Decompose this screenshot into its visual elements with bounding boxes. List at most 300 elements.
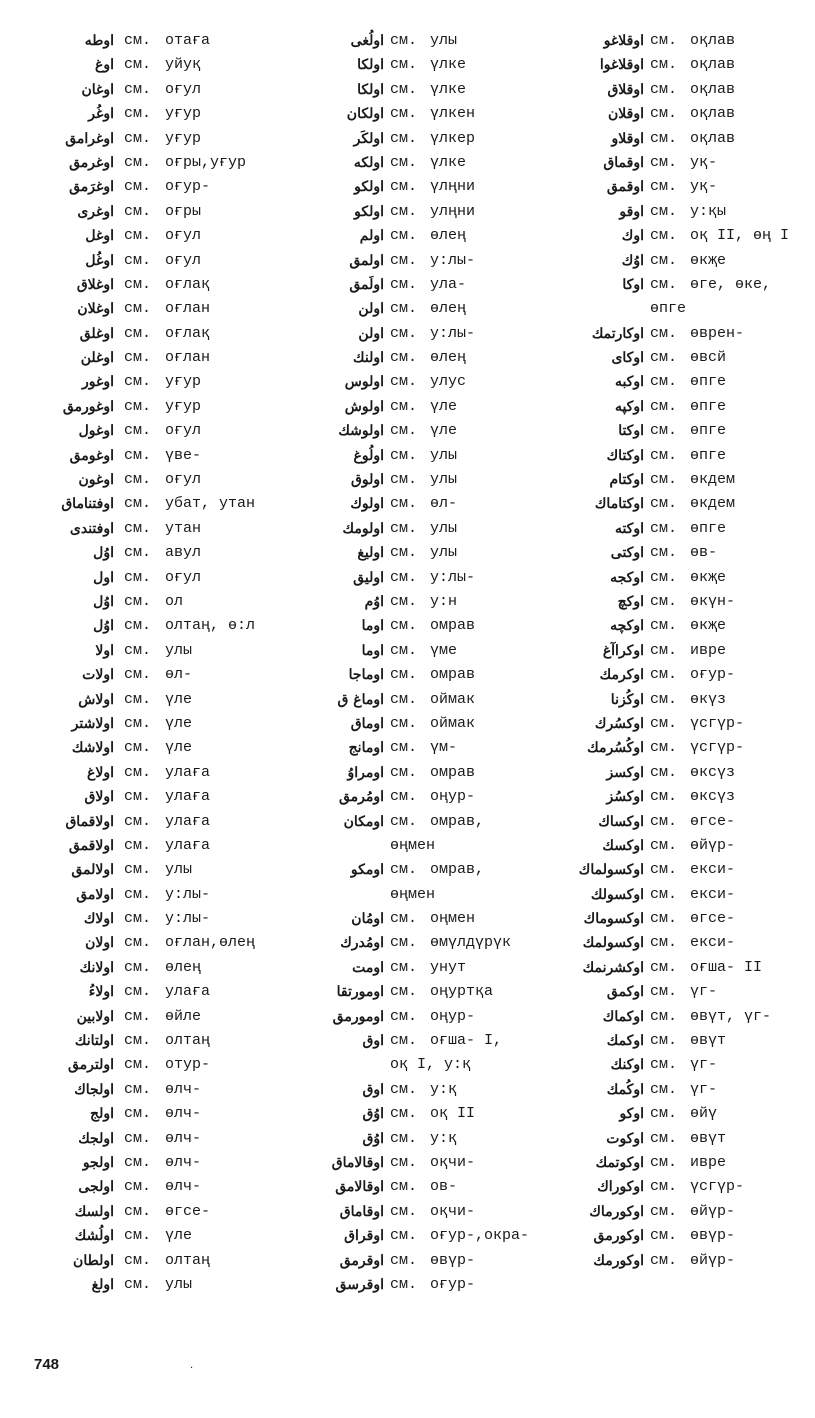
dictionary-entry — [290, 176, 560, 200]
dictionary-entry — [290, 1103, 560, 1127]
dictionary-entry — [560, 1054, 815, 1078]
cross-reference: у:лы- — [165, 910, 211, 928]
see-abbrev: см. — [124, 471, 152, 489]
see-abbrev: см. — [124, 739, 152, 757]
see-abbrev: см. — [390, 1227, 418, 1245]
headword-arabic: اومت — [352, 959, 384, 976]
see-abbrev: см. — [124, 1275, 152, 1293]
headword-arabic: اوُل — [93, 618, 114, 635]
dictionary-entry — [290, 420, 560, 444]
dictionary-entry — [560, 567, 815, 591]
headword-arabic: اوغلاق — [76, 276, 114, 293]
cross-reference: оғул — [165, 422, 202, 440]
cross-reference: улы — [430, 471, 458, 489]
see-abbrev: см. — [390, 251, 418, 269]
see-abbrev: см. — [124, 1080, 152, 1098]
cross-reference: ивре — [690, 1153, 727, 1171]
headword-arabic: اولات — [82, 667, 114, 684]
dictionary-entry — [0, 518, 290, 542]
cross-reference: оғлан,өлең — [165, 934, 256, 952]
dictionary-entry — [560, 615, 815, 639]
cross-reference: үсгүр- — [690, 1178, 745, 1196]
entry-continuation — [560, 298, 815, 322]
see-abbrev: см. — [650, 519, 678, 537]
entry-continuation — [290, 1054, 560, 1078]
dictionary-entry — [0, 396, 290, 420]
see-abbrev: см. — [124, 349, 152, 367]
see-abbrev: см. — [390, 300, 418, 318]
dictionary-entry — [560, 908, 815, 932]
cross-reference: үлке — [430, 56, 467, 74]
headword-arabic: اوُق — [362, 1130, 384, 1147]
cross-reference: у:қ — [430, 1129, 458, 1147]
see-abbrev: см. — [124, 1202, 152, 1220]
headword-arabic: اوكورمك — [593, 1252, 644, 1269]
headword-arabic: اومُرمق — [338, 789, 384, 806]
dictionary-entry — [560, 786, 815, 810]
cross-reference: өмүлдүрүк — [430, 934, 512, 952]
dictionary-entry — [0, 1103, 290, 1127]
headword-arabic: اوُم — [364, 593, 384, 610]
headword-arabic: اومانج — [348, 740, 384, 757]
cross-reference: оңур- — [430, 1007, 476, 1025]
dictionary-entry — [290, 567, 560, 591]
see-abbrev: см. — [390, 495, 418, 513]
headword-arabic: اوكسوماك — [583, 911, 644, 928]
see-abbrev: см. — [124, 983, 152, 1001]
dictionary-entry — [560, 591, 815, 615]
cross-reference: оқчи- — [430, 1202, 476, 1220]
headword-arabic: اولاءُ — [88, 984, 114, 1001]
see-abbrev: см. — [390, 1007, 418, 1025]
headword-arabic: اولن — [358, 301, 384, 318]
see-abbrev: см. — [124, 251, 152, 269]
see-abbrev: см. — [390, 763, 418, 781]
cross-reference: өлең — [430, 349, 467, 367]
dictionary-entry — [560, 250, 815, 274]
cross-reference: өвүт, үг- — [690, 1007, 772, 1025]
see-abbrev: см. — [390, 1178, 418, 1196]
dictionary-entry — [290, 1030, 560, 1054]
see-abbrev: см. — [650, 1007, 678, 1025]
cross-reference: оқлав — [690, 129, 736, 147]
see-abbrev: см. — [124, 324, 152, 342]
headword-arabic: اوغور — [82, 374, 114, 391]
cross-reference: өвсй — [690, 349, 727, 367]
headword-arabic: اوغلان — [77, 301, 114, 318]
headword-arabic: اولاقمق — [68, 837, 114, 854]
headword-arabic: اوكسك — [602, 837, 644, 854]
see-abbrev: см. — [124, 666, 152, 684]
cross-reference: олтаң — [165, 1032, 211, 1050]
see-abbrev: см. — [390, 129, 418, 147]
headword-arabic: اوغرَمق — [69, 179, 114, 196]
cross-reference: ула- — [430, 275, 467, 293]
see-abbrev: см. — [390, 690, 418, 708]
headword-arabic: اوكو — [619, 1106, 644, 1123]
headword-arabic: اوكسُرك — [594, 715, 644, 732]
see-abbrev: см. — [124, 32, 152, 49]
dictionary-entry — [290, 347, 560, 371]
dictionary-entry — [560, 737, 815, 761]
cross-reference: екси- — [690, 861, 736, 879]
headword-arabic: اولامق — [76, 886, 114, 903]
see-abbrev: см. — [124, 422, 152, 440]
see-abbrev: см. — [390, 544, 418, 562]
see-abbrev: см. — [124, 958, 152, 976]
dictionary-entry — [560, 1128, 815, 1152]
headword-arabic: اولاش — [78, 691, 114, 708]
headword-arabic: اوكساك — [598, 813, 644, 830]
dictionary-entry — [560, 689, 815, 713]
dictionary-entry — [560, 1030, 815, 1054]
headword-arabic: اولاقماق — [65, 813, 114, 830]
dictionary-entry — [560, 957, 815, 981]
dictionary-entry — [0, 176, 290, 200]
cross-reference: у:қы — [690, 202, 727, 220]
cross-reference-continued: оқ I, у:қ — [390, 1056, 472, 1074]
dictionary-entry — [0, 1030, 290, 1054]
headword-arabic: اوغرامق — [65, 130, 114, 147]
see-abbrev: см. — [390, 349, 418, 367]
dictionary-entry — [290, 1225, 560, 1249]
headword-arabic: اولاك — [83, 911, 114, 928]
headword-arabic: اوكوراك — [597, 1179, 644, 1196]
see-abbrev: см. — [650, 1105, 678, 1123]
dictionary-entry — [560, 1225, 815, 1249]
headword-arabic: اولوك — [350, 496, 384, 513]
see-abbrev: см. — [124, 373, 152, 391]
see-abbrev: см. — [650, 836, 678, 854]
see-abbrev: см. — [390, 934, 418, 952]
cross-reference: оғлақ — [165, 324, 211, 342]
dictionary-entry — [290, 542, 560, 566]
cross-reference: олтаң, ө:л — [165, 617, 256, 635]
dictionary-entry — [0, 957, 290, 981]
dictionary-entry — [290, 493, 560, 517]
headword-arabic: اوقرمق — [339, 1252, 384, 1269]
headword-arabic: اوغلن — [80, 350, 114, 367]
see-abbrev: см. — [650, 227, 678, 245]
headword-arabic: اومورتقا — [336, 984, 384, 1001]
dictionary-entry — [560, 128, 815, 152]
cross-reference: өлч- — [165, 1153, 202, 1171]
dictionary-entry — [560, 371, 815, 395]
cross-reference: өйүр- — [690, 836, 736, 854]
page-number: 748 — [34, 1356, 60, 1373]
cross-reference: үле — [165, 1227, 193, 1245]
see-abbrev: см. — [124, 1105, 152, 1123]
dictionary-entry — [560, 835, 815, 859]
see-abbrev: см. — [390, 275, 418, 293]
headword-arabic: اوكارتمك — [591, 325, 644, 342]
cross-reference: өвүт — [690, 1032, 727, 1050]
dictionary-entry — [0, 1079, 290, 1103]
cross-reference: үве- — [165, 446, 202, 464]
dictionary-entry — [290, 689, 560, 713]
dictionary-entry — [0, 30, 290, 54]
headword-arabic: اوكاى — [611, 350, 644, 367]
see-abbrev: см. — [390, 153, 418, 171]
cross-reference: улаға — [165, 836, 211, 854]
see-abbrev: см. — [124, 690, 152, 708]
see-abbrev: см. — [390, 446, 418, 464]
cross-reference: үме — [430, 641, 458, 659]
see-abbrev: см. — [650, 349, 678, 367]
cross-reference: улаға — [165, 788, 211, 806]
dictionary-entry — [290, 908, 560, 932]
see-abbrev: см. — [650, 397, 678, 415]
see-abbrev: см. — [124, 80, 152, 98]
dictionary-entry — [290, 640, 560, 664]
dictionary-entry — [290, 79, 560, 103]
dictionary-entry — [0, 762, 290, 786]
dictionary-entry — [0, 664, 290, 688]
dictionary-entry — [0, 323, 290, 347]
dictionary-entry — [560, 932, 815, 956]
dictionary-entry — [290, 615, 560, 639]
see-abbrev: см. — [390, 714, 418, 732]
see-abbrev: см. — [650, 544, 678, 562]
dictionary-entry — [290, 250, 560, 274]
headword-arabic: اوكمق — [606, 984, 644, 1001]
headword-arabic: اوقماق — [603, 154, 644, 171]
dictionary-entry — [0, 542, 290, 566]
see-abbrev: см. — [390, 641, 418, 659]
dictionary-entry — [290, 1250, 560, 1274]
headword-arabic: اولوس — [344, 374, 384, 391]
headword-arabic: اوغ — [94, 57, 114, 74]
see-abbrev: см. — [124, 812, 152, 830]
dictionary-entry — [560, 79, 815, 103]
cross-reference: екси- — [690, 885, 736, 903]
see-abbrev: см. — [650, 251, 678, 269]
see-abbrev: см. — [650, 129, 678, 147]
cross-reference: өкдем — [690, 495, 736, 513]
cross-reference: үле — [165, 690, 193, 708]
see-abbrev: см. — [650, 1032, 678, 1050]
cross-reference: оғша- I, — [430, 1032, 503, 1050]
see-abbrev: см. — [124, 105, 152, 123]
cross-reference: өл- — [165, 666, 193, 684]
see-abbrev: см. — [390, 1129, 418, 1147]
cross-reference: улы — [430, 544, 458, 562]
headword-arabic: اوق — [362, 1081, 384, 1098]
dictionary-entry — [0, 469, 290, 493]
see-abbrev: см. — [650, 153, 678, 171]
dictionary-entry — [0, 713, 290, 737]
headword-arabic: اوغورمق — [62, 398, 114, 415]
cross-reference: омрав, — [430, 861, 485, 879]
see-abbrev: см. — [650, 739, 678, 757]
column-1 — [0, 30, 290, 1298]
cross-reference: өкдем — [690, 471, 736, 489]
cross-reference: у:лы- — [430, 568, 476, 586]
headword-arabic: اولجاك — [74, 1081, 114, 1098]
headword-arabic: اوُك — [621, 252, 644, 269]
cross-reference: өйле — [165, 1007, 202, 1025]
cross-reference: улаға — [165, 763, 211, 781]
see-abbrev: см. — [390, 56, 418, 74]
see-abbrev: см. — [650, 983, 678, 1001]
see-abbrev: см. — [124, 934, 152, 952]
cross-reference: өлч- — [165, 1080, 202, 1098]
headword-arabic: اوقلاغو — [603, 33, 644, 49]
dictionary-entry — [0, 1006, 290, 1030]
headword-arabic: اومراوُ — [347, 764, 384, 781]
cross-reference: үм- — [430, 739, 458, 757]
see-abbrev: см. — [124, 1129, 152, 1147]
dictionary-entry — [560, 640, 815, 664]
dictionary-entry — [560, 323, 815, 347]
see-abbrev: см. — [124, 592, 152, 610]
headword-arabic: اولُوغ — [353, 447, 384, 464]
dictionary-entry — [0, 567, 290, 591]
cross-reference: уйуқ — [165, 56, 202, 74]
headword-arabic: اولكو — [354, 179, 384, 196]
headword-arabic: اوقالاماق — [331, 1154, 384, 1171]
dictionary-entry — [290, 518, 560, 542]
headword-arabic: اوقلاغوا — [599, 57, 644, 74]
dictionary-entry — [290, 1006, 560, 1030]
headword-arabic: اولَمق — [349, 276, 384, 293]
cross-reference: ол — [165, 592, 184, 610]
dictionary-entry — [0, 54, 290, 78]
see-abbrev: см. — [650, 495, 678, 513]
dictionary-entry — [0, 371, 290, 395]
see-abbrev: см. — [650, 763, 678, 781]
see-abbrev: см. — [390, 812, 418, 830]
dictionary-entry — [560, 762, 815, 786]
see-abbrev: см. — [390, 592, 418, 610]
headword-arabic: اوكا — [622, 276, 644, 293]
cross-reference: өгсе- — [165, 1202, 211, 1220]
see-abbrev: см. — [390, 568, 418, 586]
headword-arabic: اوماغ ق — [337, 691, 384, 708]
dictionary-entry — [290, 932, 560, 956]
headword-arabic: اولالمق — [71, 862, 114, 879]
cross-reference: убат, утан — [165, 495, 256, 513]
cross-reference: унут — [430, 958, 467, 976]
cross-reference: өпге — [690, 397, 727, 415]
headword-arabic: اولومك — [342, 520, 384, 537]
headword-arabic: اوكسولمك — [582, 935, 644, 952]
see-abbrev: см. — [650, 934, 678, 952]
dictionary-entry — [0, 615, 290, 639]
headword-arabic: اوكوتمك — [595, 1154, 644, 1171]
headword-arabic: اولكا — [357, 81, 384, 98]
see-abbrev: см. — [124, 495, 152, 513]
cross-reference: улы — [430, 446, 458, 464]
see-abbrev: см. — [390, 1105, 418, 1123]
cross-reference: үг- — [690, 983, 718, 1001]
see-abbrev: см. — [124, 617, 152, 635]
see-abbrev: см. — [650, 690, 678, 708]
headword-arabic: اولمق — [349, 252, 384, 269]
cross-reference: үг- — [690, 1056, 718, 1074]
cross-reference: өпге — [690, 446, 727, 464]
headword-arabic: اوكورمق — [593, 1228, 644, 1245]
cross-reference: оғры — [165, 202, 202, 220]
cross-reference: өкҗе — [690, 617, 727, 635]
see-abbrev: см. — [124, 300, 152, 318]
cross-reference: омрав — [430, 617, 476, 635]
cross-reference: оғур- — [165, 178, 211, 196]
dictionary-entry — [0, 737, 290, 761]
see-abbrev: см. — [650, 1251, 678, 1269]
dictionary-entry — [560, 1176, 815, 1200]
see-abbrev: см. — [124, 202, 152, 220]
cross-reference: өв- — [690, 544, 718, 562]
headword-arabic: اولم — [359, 228, 384, 245]
cross-reference: өге, өке, — [690, 275, 772, 293]
cross-reference: үсгүр- — [690, 714, 745, 732]
see-abbrev: см. — [390, 324, 418, 342]
headword-arabic: اولكا — [357, 57, 384, 74]
headword-arabic: اوكجه — [610, 569, 644, 586]
dictionary-entry — [560, 884, 815, 908]
cross-reference: оғлан — [165, 300, 211, 318]
headword-arabic: اوكچه — [610, 618, 644, 635]
headword-arabic: اومكو — [350, 862, 384, 879]
headword-arabic: اولغ — [91, 1276, 114, 1293]
dictionary-entry — [290, 981, 560, 1005]
cross-reference: оқчи- — [430, 1153, 476, 1171]
cross-reference: оғул — [165, 227, 202, 245]
see-abbrev: см. — [650, 714, 678, 732]
dictionary-entry — [290, 396, 560, 420]
headword-arabic: اوكتاماك — [594, 496, 644, 513]
see-abbrev: см. — [124, 178, 152, 196]
see-abbrev: см. — [390, 80, 418, 98]
headword-arabic: اوغون — [78, 472, 114, 489]
headword-arabic: اوكنك — [610, 1057, 644, 1074]
cross-reference: оғур- — [430, 1275, 476, 1293]
cross-reference: үле — [430, 397, 458, 415]
cross-reference: өврен- — [690, 324, 745, 342]
dictionary-entry — [290, 371, 560, 395]
headword-arabic: اوُل — [93, 545, 114, 562]
headword-arabic: اوق — [362, 1033, 384, 1050]
see-abbrev: см. — [650, 422, 678, 440]
see-abbrev: см. — [650, 641, 678, 659]
headword-arabic: اولج — [90, 1106, 114, 1123]
cross-reference: улы — [165, 1275, 193, 1293]
dictionary-entry — [0, 1128, 290, 1152]
dictionary-entry — [290, 128, 560, 152]
headword-arabic: اولكه — [353, 154, 384, 171]
headword-arabic: اوكتاك — [606, 447, 644, 464]
dictionary-entry — [560, 981, 815, 1005]
cross-reference: ов- — [430, 1178, 458, 1196]
cross-reference: үсгүр- — [690, 739, 745, 757]
headword-arabic: اومورمق — [332, 1008, 384, 1025]
cross-reference: оғлақ — [165, 275, 211, 293]
entry-continuation — [290, 835, 560, 859]
see-abbrev: см. — [650, 178, 678, 196]
dictionary-entry — [0, 250, 290, 274]
see-abbrev: см. — [650, 592, 678, 610]
headword-arabic: اوقلان — [608, 106, 644, 123]
see-abbrev: см. — [650, 105, 678, 123]
headword-arabic: اوك — [621, 228, 644, 245]
cross-reference: омрав — [430, 763, 476, 781]
see-abbrev: см. — [124, 1227, 152, 1245]
see-abbrev: см. — [390, 1032, 418, 1050]
see-abbrev: см. — [390, 471, 418, 489]
dictionary-entry — [0, 786, 290, 810]
dictionary-entry — [0, 201, 290, 225]
